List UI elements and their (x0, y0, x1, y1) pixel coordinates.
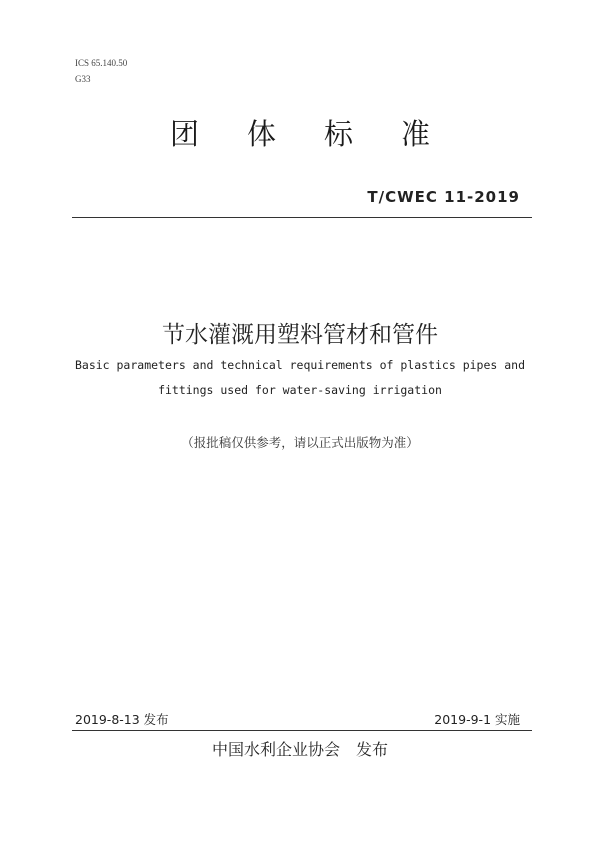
issue-date: 2019-8-13 发布 (75, 712, 169, 727)
standard-code: T/CWEC 11-2019 (367, 188, 520, 206)
title-english-line-2: fittings used for water-saving irrigation (158, 383, 442, 397)
top-divider (72, 217, 532, 218)
ics-code: ICS 65.140.50 (75, 58, 128, 68)
draft-note: （报批稿仅供参考，请以正式出版物为准） (181, 435, 419, 450)
bottom-divider (72, 730, 532, 731)
standard-type-heading: 团体标准 (169, 117, 478, 151)
effective-date: 2019-9-1 实施 (434, 712, 520, 727)
publisher: 中国水利企业协会 发布 (211, 740, 388, 759)
title-chinese: 节水灌溉用塑料管材和管件 (162, 322, 438, 348)
ccs-code: G33 (75, 74, 91, 84)
title-english-line-1: Basic parameters and technical requirements of plastics pipes and (74, 358, 526, 372)
